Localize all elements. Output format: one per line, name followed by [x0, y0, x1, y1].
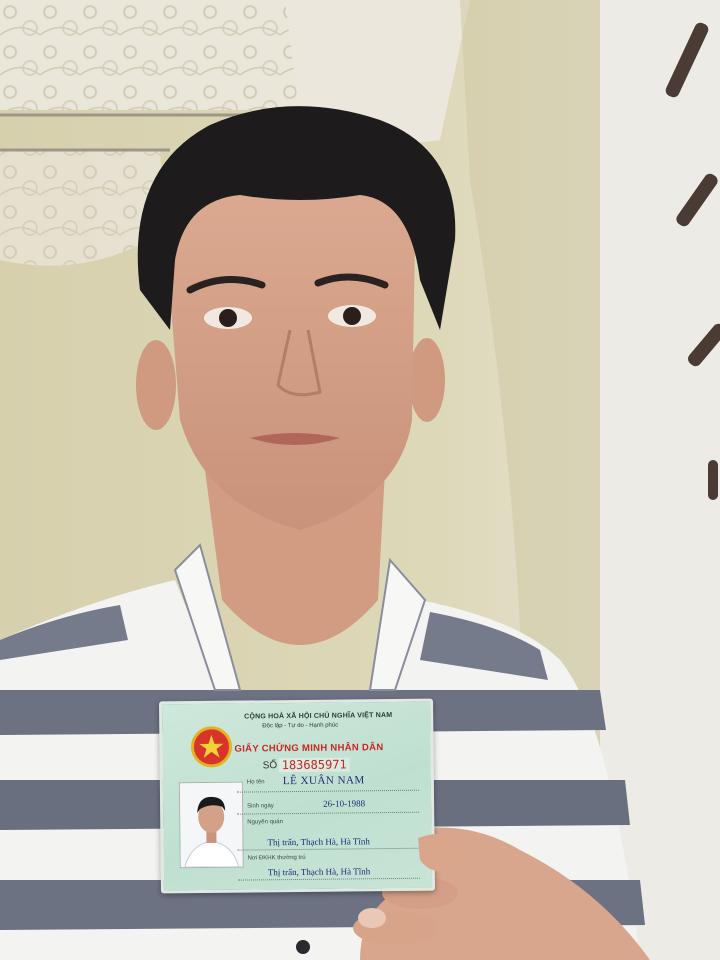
card-header-country: CỘNG HOÀ XÃ HỘI CHỦ NGHĨA VIỆT NAM — [244, 711, 393, 721]
residence-label: Nơi ĐKHK thường trú — [247, 854, 306, 862]
dob-label: Sinh ngày — [247, 803, 274, 810]
card-header-motto: Độc lập - Tự do - Hạnh phúc — [262, 722, 339, 730]
origin-value: Thị trấn, Thạch Hà, Hà Tĩnh — [267, 836, 370, 848]
name-value: LÊ XUÂN NAM — [282, 774, 365, 788]
dob-value: 26-10-1988 — [323, 798, 366, 809]
name-label: Họ tên — [246, 779, 265, 786]
origin-label: Nguyên quán — [247, 819, 284, 826]
card-number-label: SỐ — [262, 760, 278, 772]
card-title: GIẤY CHỨNG MINH NHÂN DÂN — [234, 742, 384, 755]
residence-value: Thị trấn, Thạch Hà, Hà Tĩnh — [267, 866, 371, 878]
card-number: 183685971 — [279, 757, 350, 772]
